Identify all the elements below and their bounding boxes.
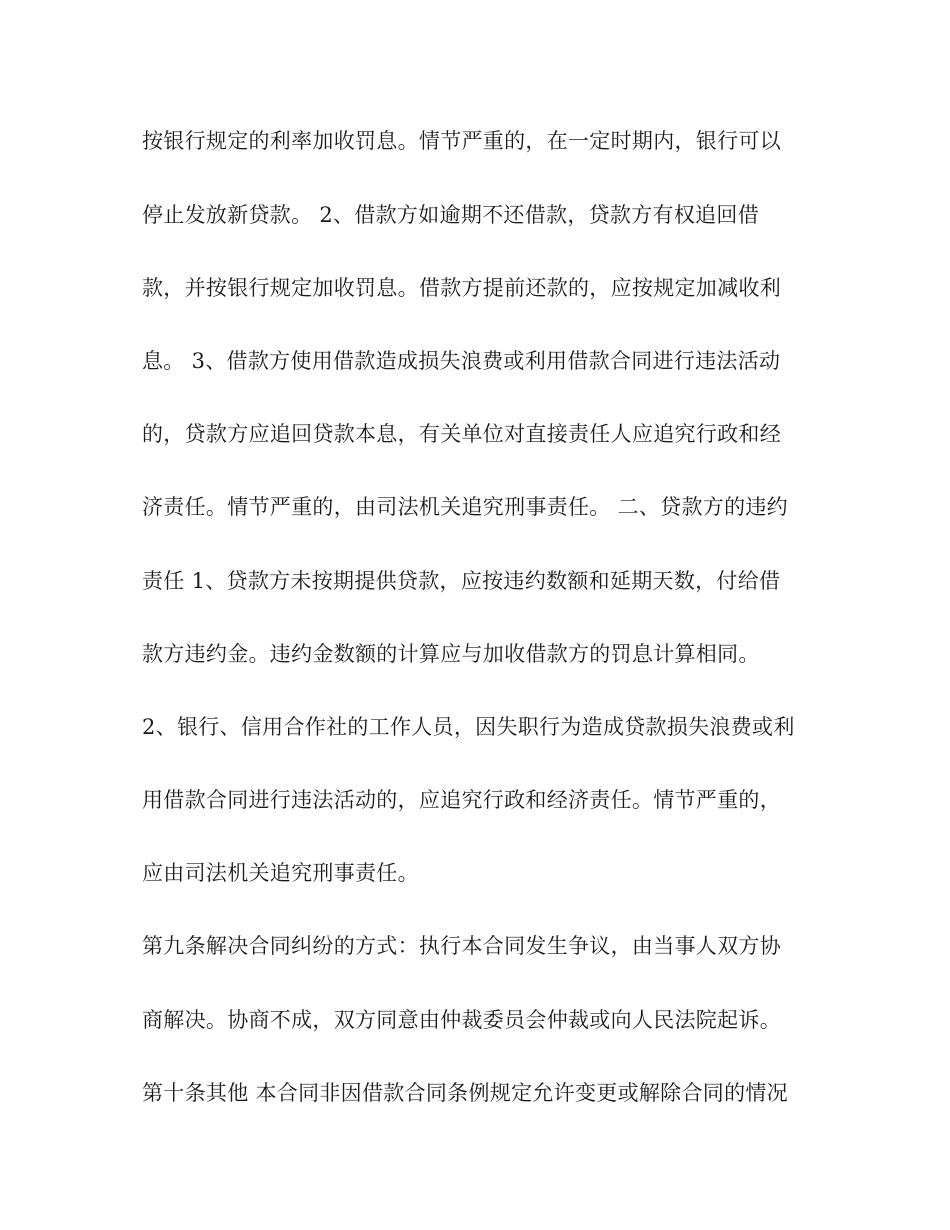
text-line: 商解决。协商不成，双方同意由仲裁委员会仲裁或向人民法院起诉。 (142, 1008, 781, 1032)
text-line: 按银行规定的利率加收罚息。情节严重的，在一定时期内，银行可以 (142, 129, 781, 153)
text-line: 第十条其他 本合同非因借款合同条例规定允许变更或解除合同的情况 (142, 1081, 788, 1105)
text-line: 第九条解决合同纠纷的方式：执行本合同发生争议，由当事人双方协 (142, 934, 781, 958)
text-line: 款方违约金。违约金数额的计算应与加收借款方的罚息计算相同。 (142, 642, 760, 666)
text-line: 应由司法机关追究刑事责任。 (142, 861, 419, 885)
text-line: 停止发放新贷款。 2、借款方如逾期不还借款，贷款方有权追回借 (142, 203, 760, 227)
text-line: 责任 1、贷款方未按期提供贷款，应按违约数额和延期天数，付给借 (142, 569, 781, 593)
text-line: 2、银行、信用合作社的工作人员，因失职行为造成贷款损失浪费或利 (142, 715, 795, 739)
text-line: 用借款合同进行违法活动的，应追究行政和经济责任。情节严重的， (142, 788, 781, 812)
text-line: 款，并按银行规定加收罚息。借款方提前还款的，应按规定加减收利 (142, 276, 781, 300)
text-line: 济责任。情节严重的，由司法机关追究刑事责任。 二、贷款方的违约 (142, 495, 788, 519)
text-line: 息。 3、借款方使用借款造成损失浪费或利用借款合同进行违法活动 (142, 349, 781, 373)
text-line: 的，贷款方应追回贷款本息，有关单位对直接责任人应追究行政和经 (142, 422, 781, 446)
